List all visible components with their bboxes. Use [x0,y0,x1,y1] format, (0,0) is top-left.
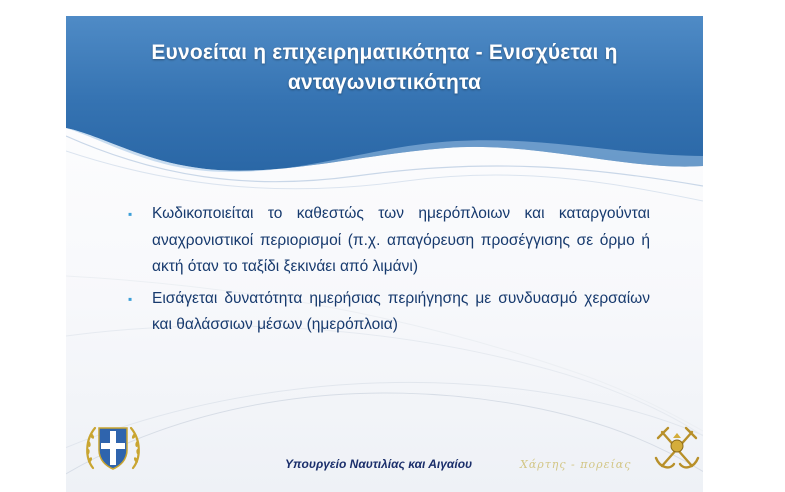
crossed-anchors-icon [652,424,702,474]
bullet-item [128,286,650,339]
footer-signature-text: Χάρτης - πορείας [520,458,632,471]
bullet-list [128,201,650,344]
bullet-marker-icon: ▪ [128,291,133,306]
presentation-slide [66,16,703,492]
bullet-marker-icon: ▪ [128,207,133,221]
bullet-text: Κωδικοποιείται το καθεστώς των ημερόπλοιων και καταργούνται αναχρονιστικοί περιορισμοί (π.χ. απαγόρευση προσέγγισης σε όρμο ή ακτή όταν το ταξίδι ξεκινάει από λιμάνι) [152,205,650,276]
greek-coat-of-arms-icon [81,416,145,480]
ministry-name: Υπουργείο Ναυτιλίας και Αιγαίου [285,457,473,471]
slide-title: Ευνοείται η επιχειρηματικότητα - Ενισχύεται η ανταγωνιστικότητα [151,41,618,94]
bullet-text: Εισάγεται δυνατότητα ημερήσιας περιήγησης με συνδυασμό χερσαίων και θαλάσσιων μέσων (ημερόπλοια) [152,289,650,334]
bullet-item [128,201,650,281]
